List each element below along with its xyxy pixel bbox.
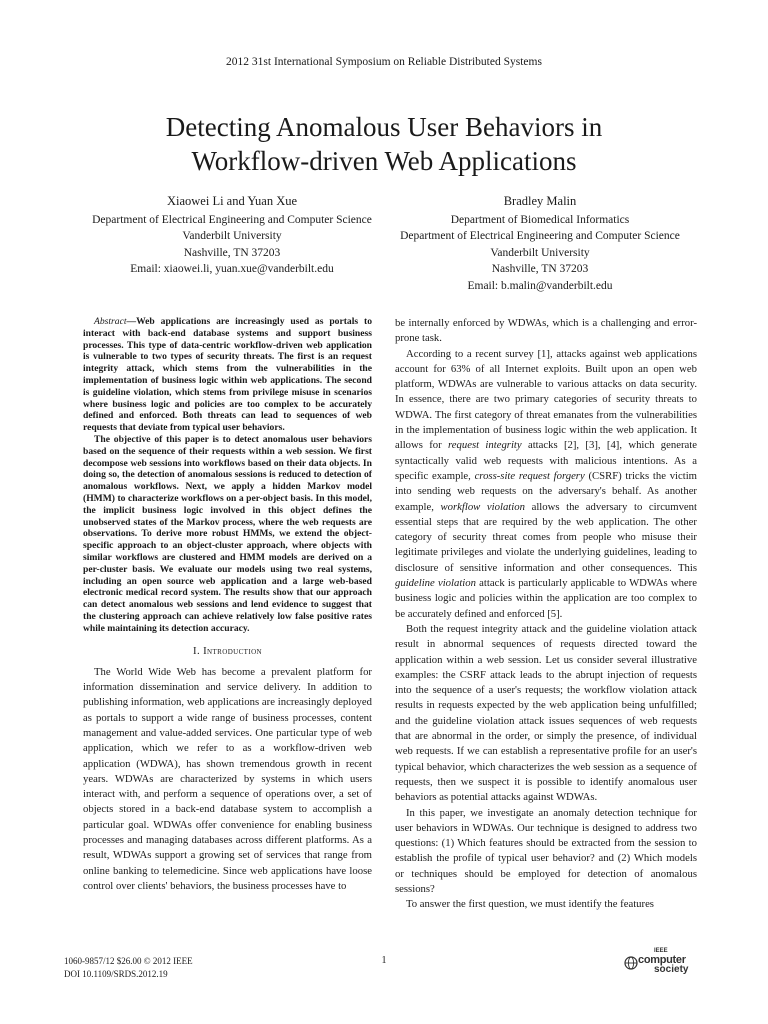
author-email: Email: b.malin@vanderbilt.edu [467, 279, 613, 292]
emphasis-term: request integrity [448, 439, 522, 452]
abstract-label: Abstract [94, 316, 127, 327]
computer-society-logo [624, 948, 708, 978]
section-heading: I. Introduction [192, 644, 262, 657]
author-department: Department of Electrical Engineering and Computer Science [92, 213, 372, 226]
author-department-1: Department of Biomedical Informatics [450, 213, 630, 226]
author-city: Nashville, TN 37203 [491, 263, 589, 275]
body-paragraph: According to a recent survey [1], attacks against web applications account for 63% of all Internet exploits. Built upon an open web platform, WDWAs are vulnerable to various attacks on data security. In essence, there are two primary categories of security threats to WDWA. The first category of threat emanates from the vulnerabilities in the implementation of business logic within the web application. It allows for request integrity attacks [2], [3], [4], which generate syntactically valid web requests with malicious intentions. As a specific example, cross-site request forgery (CSRF) tricks the victim into sending web requests on the adversary's behalf. As another example, workflow violation allows the adversary to circumvent essential steps that are required by the web application. The other category of security threat comes from people who misuse their legitimate privileges and violate the underlying guidelines, leading to disclosure of sensitive information and other consequences. This guideline violation attack is particularly applicable to WDWAs where business logic and policies within the application are too complex to be accurately defined and enforced [5]. [395, 347, 697, 620]
author-department-2: Department of Electrical Engineering and Computer Science [400, 230, 680, 242]
emphasis-term: cross-site request forgery [474, 469, 585, 482]
author-names: Xiaowei Li and Yuan Xue [166, 194, 298, 208]
footer-doi: DOI 10.1109/SRDS.2012.19 [64, 969, 168, 979]
body-paragraph: In this paper, we investigate an anomaly detection technique for user behaviors in WDWAs. Our technique is designed to address two questions: (1) Which features should be extracted from the session to establish the profile of typical user behavior? and (2) Which models or techniques should be employed for detection of anomalous sessions? [395, 806, 697, 895]
logo-ieee-text: IEEE [654, 948, 668, 954]
author-block-right [388, 193, 692, 294]
abstract-paragraph-1: Abstract—Web applications are increasingly used as portals to interact with back-end database systems and support business processes. This type of data-centric workflow-driven web application is vulnerable to two types of security threats. The first is an request integrity attack, which stems from the vulnerabilities in the implementation of business logic within web applications. The second is guideline violation, which stems from privilege misuse in scenarios where business logic and policies are too complex to be accurately defined and enforced. Both threats can lead to sequences of web requests that deviate from typical user behaviors. [83, 316, 372, 434]
body-paragraph: be internally enforced by WDWAs, which is a challenging and error-prone task. [395, 317, 697, 345]
abstract [83, 316, 372, 635]
author-university: Vanderbilt University [490, 246, 590, 259]
emphasis-term: workflow violation [440, 500, 525, 513]
author-block-left [64, 193, 400, 278]
paper-title [84, 110, 684, 178]
title-line-2: Workflow-driven Web Applications [191, 146, 577, 176]
footer-copyright [64, 955, 193, 981]
body-paragraph: Both the request integrity attack and the guideline violation attack result in abnormal sequences of requests directed toward the application within a web session. Let us consider several illustrative examples: the CSRF attack leads to the abrupt injection of requests into the sequence of a user's requests; the workflow violation attack results in requests expected by the web application being unfulfilled; and the guideline violation attack issues sequences of web requests that are abnormal in the order, or simply the presence, of individual web requests. If we can establish a representative profile for an user's typical behavior, which characterizes the web session as a sequence of requests, then we suspect it is possible to identify anomalous user behaviors as potential attacks against WDWAs. [395, 622, 697, 804]
author-university: Vanderbilt University [182, 230, 282, 242]
abstract-paragraph-2: The objective of this paper is to detect anomalous user behaviors based on the sequence of their requests within a web session. We first decompose web sessions into workflows based on their data objects. In doing so, the detection of anomalous sessions is reduced to detection of anomalous workflows. Next, we apply a hidden Markov model (HMM) to characterize workflows on a per-object basis. In this model, the implicit business logic involved in this object defines the unobserved states of the Markov process, where the web requests are observations. To derive more robust HMMs, we extend the object-specific approach to an object-cluster approach, where objects with similar workflows are clustered and HMM models are derived on a per-cluster basis. We evaluate our models using two real systems, including an open source web application and a large web-based electronic medical record system. The results show that our approach can detect anomalous web sessions and lend evidence to suggest that the clustering approach can achieve relatively low false positive rates while maintaining its detection accuracy. [83, 433, 372, 634]
author-names: Bradley Malin [503, 194, 577, 208]
conference-header: 2012 31st International Symposium on Reliable Distributed Systems [226, 56, 542, 68]
logo-society-text: society [654, 964, 689, 975]
left-column [83, 316, 372, 894]
author-email: Email: xiaowei.li, yuan.xue@vanderbilt.edu [130, 263, 334, 275]
author-city: Nashville, TN 37203 [183, 246, 281, 259]
body-paragraph: The World Wide Web has become a prevalent platform for information dissemination and service delivery. In addition to publishing information, web applications are increasingly deployed as portals to support a wide range of business processes, content management and value-added services. One particular type of web application, which we refer to as a workflow-driven web application (WDWA), has shown tremendous growth in recent years. WDWAs are characterized by systems in which users interact with, and perform a sequence of operations over, a set of objects stored in a back-end database system to accomplish a particular goal. WDWAs offer convenience for enabling business processes and managing databases across different platforms. As a result, WDWAs support a growing set of services that range from online banking to telemedicine. Since web applications have loose control over clients' behaviors, the business processes have to [83, 665, 372, 892]
emphasis-term: guideline violation [395, 577, 476, 590]
page-number: 1 [381, 955, 387, 966]
globe-icon [624, 956, 638, 970]
logo-computer-text: computer [638, 954, 686, 966]
right-column [395, 316, 697, 913]
footer-issn: 1060-9857/12 $26.00 © 2012 IEEE [64, 956, 193, 966]
title-line-1: Detecting Anomalous User Behaviors in [165, 112, 603, 142]
body-paragraph: To answer the first question, we must identify the features [406, 898, 654, 911]
